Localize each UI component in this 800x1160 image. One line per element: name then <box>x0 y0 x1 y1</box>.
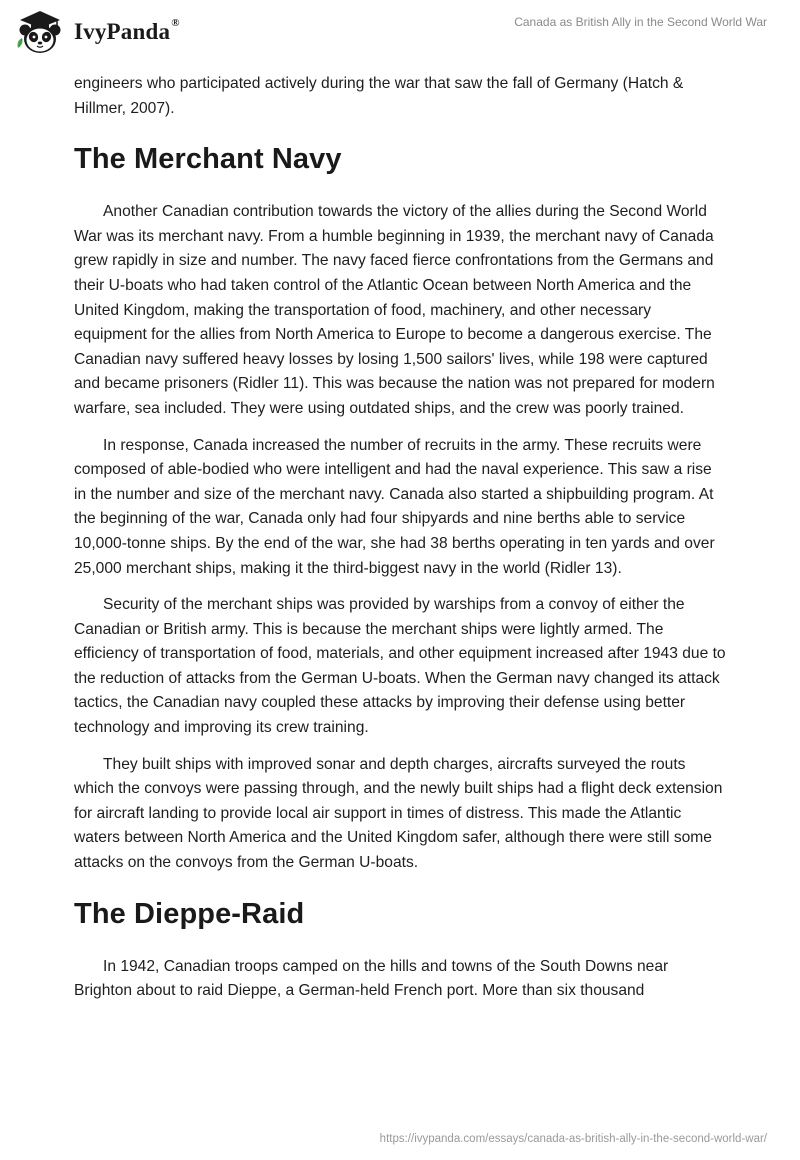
registered-mark: ® <box>171 17 180 29</box>
paragraph: Security of the merchant ships was provided by warships from a convoy of either the Canadian or British army. This is because the merchant ships were lightly armed. The efficiency of transportation of food, materials, and other equipment increased after 1943 due to the reduction of attacks from the German U-boats. When the German navy changed its attack tactics, the Canadian navy coupled these attacks by improving their defense using better technology and improving its crew training. <box>74 596 726 737</box>
intro-paragraph: engineers who participated actively during the war that saw the fall of Germany (Hatch & Hillmer, 2007). <box>74 75 684 117</box>
paragraph: They built ships with improved sonar and depth charges, aircrafts surveyed the routs which the convoys were passing through, and the newly built ships had a flight deck extension for aircraft landing to provide local air support in times of distress. This made the Atlantic waters between North America and the United Kingdom safer, although there were still some attacks on the convoys from the German U-boats. <box>74 755 723 872</box>
panda-graduate-icon <box>14 8 66 56</box>
section-heading-merchant-navy: The Merchant Navy <box>74 143 342 176</box>
source-url[interactable]: https://ivypanda.com/essays/canada-as-british-ally-in-the-second-world-war/ <box>379 1133 767 1145</box>
paragraph: In 1942, Canadian troops camped on the hills and towns of the South Downs near Brighton about to raid Dieppe, a German-held French port. More than six thousand <box>74 957 669 1000</box>
ivypanda-logo[interactable] <box>14 8 180 56</box>
paragraph: In response, Canada increased the number of recruits in the army. These recruits were composed of able-bodied who were intelligent and had the naval experience. This saw a rise in the number and size of the merchant navy. Canada also started a shipbuilding program. At the beginning of the war, Canada only had four shipyards and nine berths able to service 10,000-tonne ships. By the end of the war, she had 38 berths operating in ten yards and over 25,000 merchant ships, making it the third-biggest navy in the world (Ridler 13). <box>74 436 715 577</box>
brand-name: IvyPanda® <box>74 17 180 44</box>
essay-content <box>74 72 726 1016</box>
essay-title: Canada as British Ally in the Second World War <box>514 15 767 29</box>
paragraph: Another Canadian contribution towards the victory of the allies during the Second World War was its merchant navy. From a humble beginning in 1939, the merchant navy of Canada grew rapidly in size and number. The navy faced fierce confrontations from the Germans and their U-boats who had taken control of the Atlantic Ocean between North America and the United Kingdom, making the transportation of food, machinery, and other necessary equipment for the allies from North America to Europe to become a dangerous exercise. The Canadian navy suffered heavy losses by losing 1,500 sailors' lives, while 198 were captured and became prisoners (Ridler 11). This was because the nation was not prepared for modern warfare, sea included. They were using outdated ships, and the crew was poorly trained. <box>74 203 715 417</box>
section-heading-dieppe-raid: The Dieppe-Raid <box>74 897 305 930</box>
page-header <box>0 0 800 64</box>
